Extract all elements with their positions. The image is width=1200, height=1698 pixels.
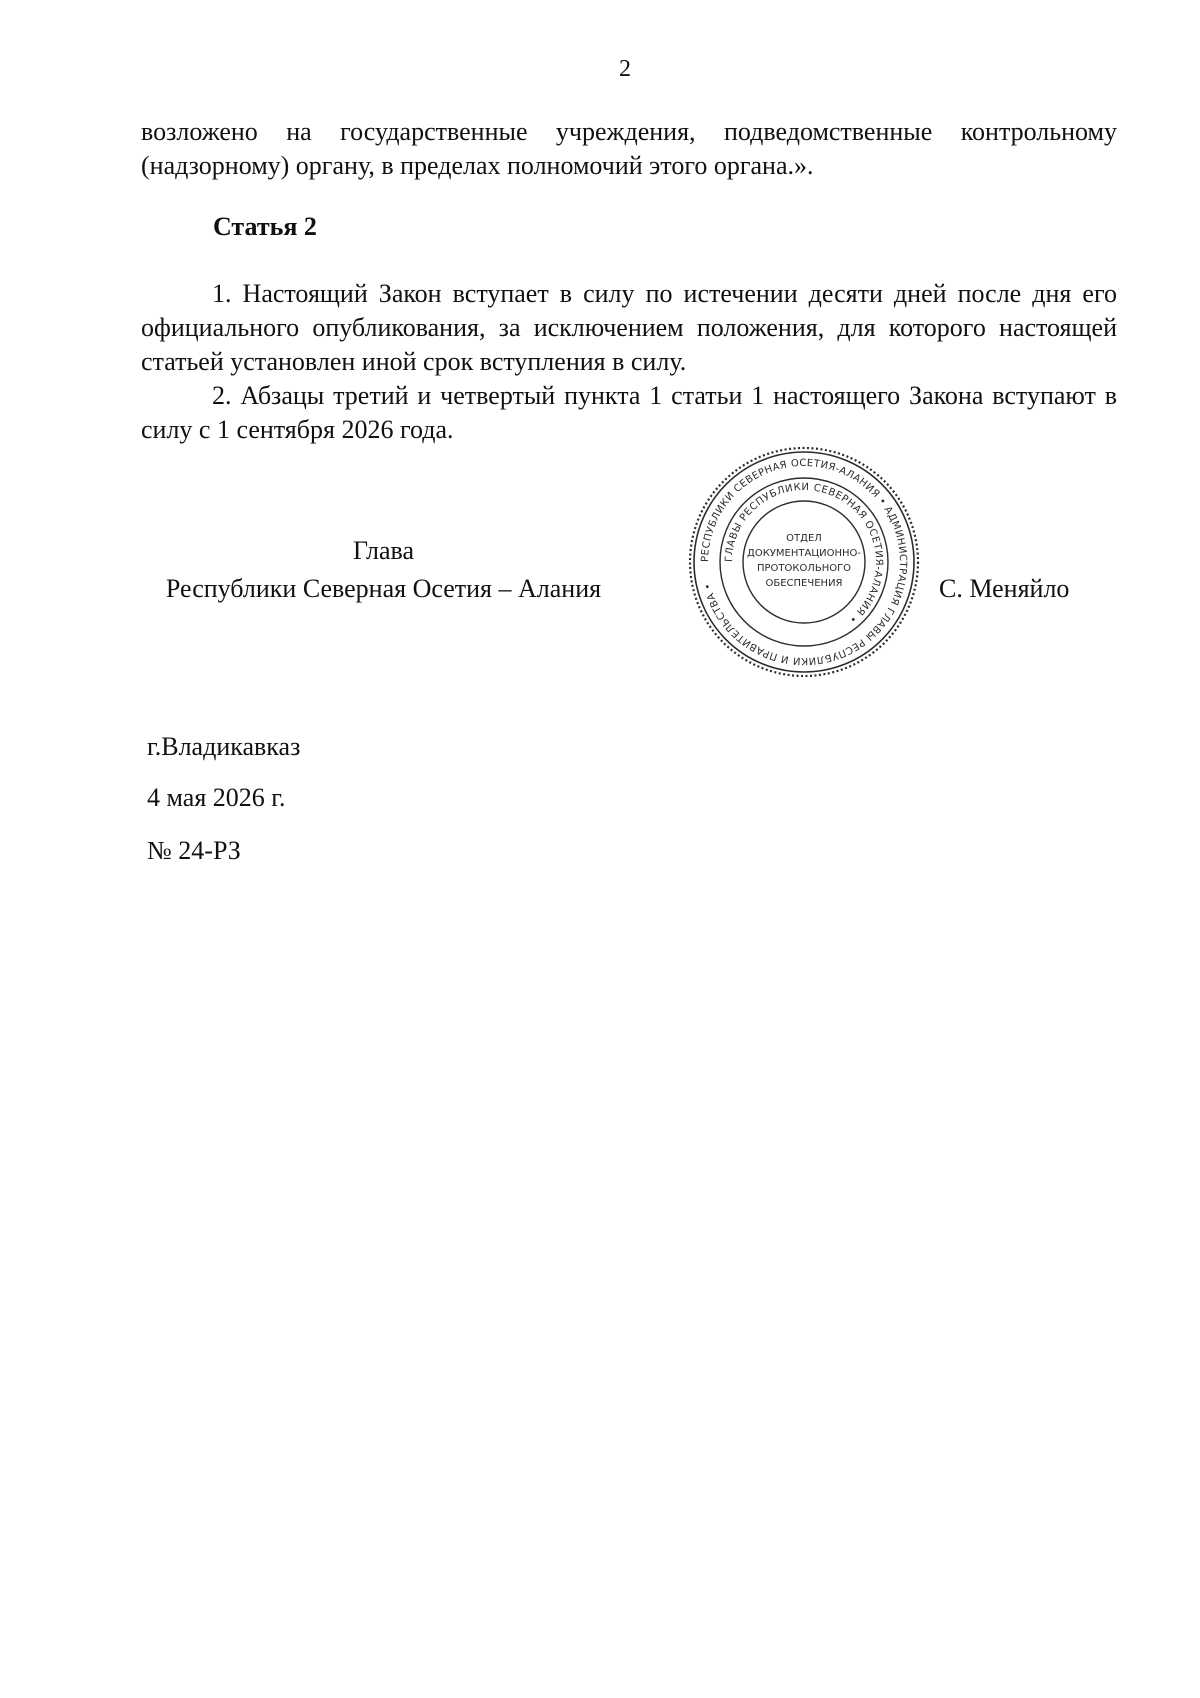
article-body (141, 277, 1117, 447)
official-seal-stamp (686, 444, 922, 680)
seal-inner-text: ГЛАВЫ РЕСПУБЛИКИ СЕВЕРНАЯ ОСЕТИЯ-АЛАНИЯ • (723, 481, 885, 626)
article-item-1: 1. Настоящий Закон вступает в силу по истечении десяти дней после дня его официального опубликования, за исключением положения, для которого настоящей статьей установлен иной срок вступления в силу. (141, 279, 1117, 376)
svg-text:ДОКУМЕНТАЦИОННО-: ДОКУМЕНТАЦИОННО- (747, 548, 861, 559)
svg-text:ОБЕСПЕЧЕНИЯ: ОБЕСПЕЧЕНИЯ (765, 578, 843, 589)
article-item-2: 2. Абзацы третий и четвертый пункта 1 статьи 1 настоящего Закона вступают в силу с 1 сентября 2026 года. (141, 381, 1117, 444)
intro-section (141, 115, 1117, 183)
footer-date: 4 мая 2026 г. (147, 783, 286, 812)
seal-graphic (686, 444, 922, 680)
svg-text:ПРОТОКОЛЬНОГО: ПРОТОКОЛЬНОГО (756, 563, 852, 574)
svg-text:ОТДЕЛ: ОТДЕЛ (786, 533, 822, 544)
seal-center-text (747, 533, 861, 589)
seal-outer-text: РЕСПУБЛИКИ СЕВЕРНАЯ ОСЕТИЯ-АЛАНИЯ • АДМИНИСТРАЦИЯ ГЛАВЫ РЕСПУБЛИКИ И ПРАВИТЕЛЬСТВА • (699, 457, 909, 667)
article-heading: Статья 2 (213, 212, 317, 241)
signature-title-line2: Республики Северная Осетия – Алания (165, 574, 602, 603)
footer-city: г.Владикавказ (147, 732, 301, 761)
page-number: 2 (619, 56, 631, 82)
signature-title-line1: Глава (352, 536, 415, 565)
footer-number: № 24-РЗ (147, 836, 241, 865)
signature-name: С. Меняйло (939, 574, 1070, 603)
intro-paragraph: возложено на государственные учреждения, подведомственные контрольному (надзорному) органу, в пределах полномочий этого органа.». (141, 117, 1117, 180)
